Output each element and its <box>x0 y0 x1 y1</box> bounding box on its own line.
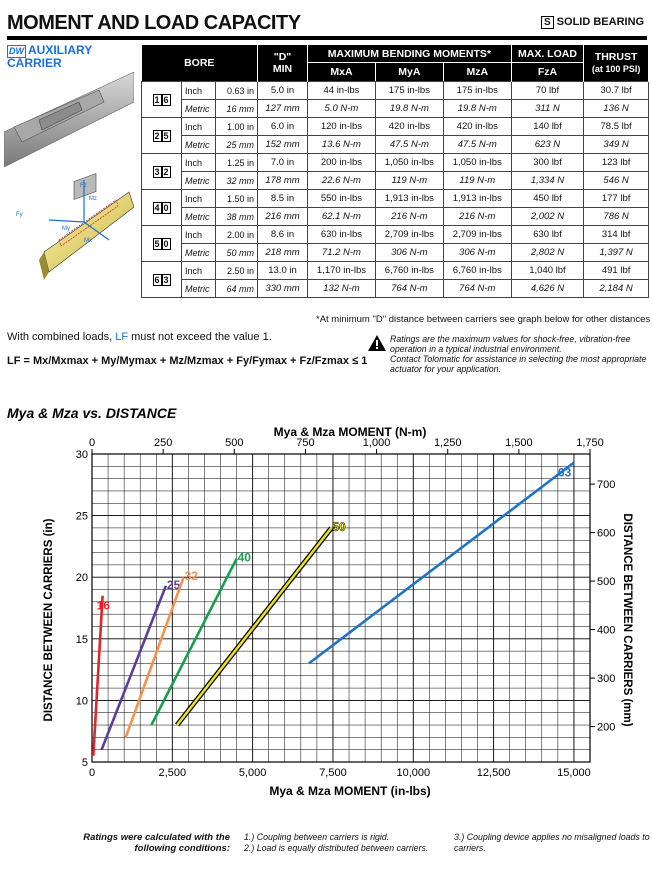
table-footnote: *At minimum "D" distance between carriers see graph below for other distances <box>316 314 651 325</box>
cell-mx: 630 in-lbs <box>308 226 376 244</box>
series-label-63: 63 <box>557 465 572 480</box>
cell-d: 178 mm <box>258 172 308 190</box>
cell-unit: Inch <box>182 190 216 208</box>
cell-mx: 22.6 N-m <box>308 172 376 190</box>
cell-my: 119 N-m <box>375 172 443 190</box>
cell-my: 6,760 in-lbs <box>375 262 443 280</box>
cell-unit: Metric <box>182 208 216 226</box>
col-thrust <box>584 45 649 82</box>
table-row <box>142 190 649 208</box>
cell-mz: 216 N-m <box>443 208 511 226</box>
x2-tick-label: 500 <box>225 437 244 449</box>
x-tick-label: 5,000 <box>238 767 267 779</box>
y2-axis-label: DISTANCE BETWEEN CARRIERS (mm) <box>621 513 633 727</box>
cell-bore: 16 mm <box>216 100 258 118</box>
cell-thrust: 123 lbf <box>584 154 649 172</box>
col-fz: FzA <box>537 66 558 78</box>
bore-digit: 6 <box>163 94 169 105</box>
title-rule <box>7 36 647 40</box>
col-d-min <box>258 45 308 82</box>
cell-thrust: 491 lbf <box>584 262 649 280</box>
cell-thrust: 30.7 lbf <box>584 82 649 100</box>
x-tick-label: 12,500 <box>476 767 511 779</box>
table-row <box>142 118 649 136</box>
warning-icon <box>368 335 386 351</box>
cell-thrust: 2,184 N <box>584 280 649 298</box>
bore-size-cell <box>142 262 182 298</box>
bore-digit: 0 <box>163 238 169 249</box>
bore-digit: 5 <box>154 238 160 249</box>
cell-fz: 311 N <box>511 100 584 118</box>
y-tick-label: 25 <box>75 510 88 523</box>
cell-my: 420 in-lbs <box>375 118 443 136</box>
cell-d: 7.0 in <box>258 154 308 172</box>
condition-2: 2.) Load is equally distributed between carriers. <box>244 843 429 853</box>
cell-fz: 70 lbf <box>511 82 584 100</box>
cell-bore: 1.25 in <box>216 154 258 172</box>
badge-letter: S <box>541 16 554 29</box>
cell-mx: 44 in-lbs <box>308 82 376 100</box>
bore-digit: 1 <box>154 94 160 105</box>
cell-unit: Metric <box>182 136 216 154</box>
y2-tick-label: 700 <box>597 479 616 492</box>
cell-my: 306 N-m <box>375 244 443 262</box>
cell-d: 218 mm <box>258 244 308 262</box>
bore-size-cell <box>142 190 182 226</box>
cell-thrust: 1,397 N <box>584 244 649 262</box>
col-bore: BORE <box>142 45 258 82</box>
cell-unit: Metric <box>182 244 216 262</box>
cell-my: 47.5 N-m <box>375 136 443 154</box>
cell-thrust: 177 lbf <box>584 190 649 208</box>
y-tick-label: 30 <box>75 449 88 461</box>
series-label-16: 16 <box>96 598 110 613</box>
bore-size-cell <box>142 154 182 190</box>
cell-bore: 0.63 in <box>216 82 258 100</box>
cell-unit: Inch <box>182 154 216 172</box>
table-row <box>142 100 649 118</box>
cell-mz: 2,709 in-lbs <box>443 226 511 244</box>
cell-mx: 5.0 N-m <box>308 100 376 118</box>
cell-my: 1,913 in-lbs <box>375 190 443 208</box>
col-mz: MzA <box>466 66 489 78</box>
table-row <box>142 280 649 298</box>
cell-fz: 623 N <box>511 136 584 154</box>
bore-digit: 2 <box>154 130 160 141</box>
svg-text:My: My <box>62 226 70 232</box>
warning-line2: Contact Tolomatic for assistance in selecting the most appropriate actuator for your application. <box>390 354 647 374</box>
cell-bore: 2.50 in <box>216 262 258 280</box>
bore-size-cell <box>142 226 182 262</box>
x2-tick-label: 1,500 <box>505 437 533 449</box>
cell-mx: 132 N-m <box>308 280 376 298</box>
cell-bore: 64 mm <box>216 280 258 298</box>
cell-d: 152 mm <box>258 136 308 154</box>
cell-mz: 1,913 in-lbs <box>443 190 511 208</box>
x2-tick-label: 250 <box>153 437 173 449</box>
carrier-label <box>7 45 127 69</box>
cell-mz: 420 in-lbs <box>443 118 511 136</box>
cell-unit: Metric <box>182 100 216 118</box>
carrier-line2: CARRIER <box>7 56 62 70</box>
cell-fz: 2,802 N <box>511 244 584 262</box>
cell-mz: 306 N-m <box>443 244 511 262</box>
table-row <box>142 262 649 280</box>
x-tick-label: 10,000 <box>396 767 431 779</box>
cell-unit: Inch <box>182 82 216 100</box>
cell-bore: 50 mm <box>216 244 258 262</box>
bore-digit: 3 <box>163 274 169 285</box>
cell-thrust: 78.5 lbf <box>584 118 649 136</box>
dw-logo: DW <box>9 46 24 56</box>
combined-text-before: With combined loads, <box>7 331 116 343</box>
y-tick-label: 20 <box>75 572 88 585</box>
cell-d: 330 mm <box>258 280 308 298</box>
cell-unit: Inch <box>182 118 216 136</box>
cell-mz: 764 N-m <box>443 280 511 298</box>
bore-digit: 2 <box>163 166 169 177</box>
svg-text:Fz: Fz <box>80 183 87 189</box>
cell-fz: 140 lbf <box>511 118 584 136</box>
cell-fz: 450 lbf <box>511 190 584 208</box>
series-label-25: 25 <box>166 577 181 592</box>
y-tick-label: 5 <box>81 757 88 769</box>
y-tick-label: 15 <box>75 633 88 646</box>
cell-mx: 200 in-lbs <box>308 154 376 172</box>
y2-tick-label: 500 <box>597 576 616 589</box>
table-row <box>142 136 649 154</box>
y-axis-label: DISTANCE BETWEEN CARRIERS (in) <box>43 518 55 722</box>
solid-bearing-badge <box>541 16 644 29</box>
bore-digit: 5 <box>163 130 169 141</box>
cell-d: 8.6 in <box>258 226 308 244</box>
cell-d: 13.0 in <box>258 262 308 280</box>
bore-digit: 4 <box>154 202 160 213</box>
table-body <box>142 82 649 298</box>
chart-title: Mya & Mza vs. DISTANCE <box>7 405 177 421</box>
cell-mz: 6,760 in-lbs <box>443 262 511 280</box>
bore-size-cell <box>142 82 182 118</box>
cell-thrust: 786 N <box>584 208 649 226</box>
col-max-load <box>511 45 584 82</box>
cell-bore: 38 mm <box>216 208 258 226</box>
table-header-row <box>142 45 649 82</box>
table-row <box>142 226 649 244</box>
cell-my: 2,709 in-lbs <box>375 226 443 244</box>
cell-d: 127 mm <box>258 100 308 118</box>
svg-text:Mz: Mz <box>89 196 97 202</box>
table-row <box>142 244 649 262</box>
carrier-line1: AUXILIARY <box>28 43 93 57</box>
badge-text: SOLID BEARING <box>556 16 645 28</box>
cell-thrust: 349 N <box>584 136 649 154</box>
x2-tick-label: 750 <box>296 437 315 449</box>
table-row <box>142 82 649 100</box>
bore-size-cell <box>142 118 182 154</box>
col-max-load-title: MAX. LOAD <box>512 45 584 63</box>
cell-mz: 119 N-m <box>443 172 511 190</box>
cell-fz: 300 lbf <box>511 154 584 172</box>
x-axis-label: Mya & Mza MOMENT (in-lbs) <box>269 784 431 798</box>
series-label-50: 50 <box>332 519 346 534</box>
capacity-table <box>141 45 649 298</box>
x-tick-label: 2,500 <box>158 767 187 779</box>
col-d-line1: "D" <box>273 51 292 63</box>
y2-tick-label: 200 <box>597 721 616 734</box>
col-moments <box>308 45 512 82</box>
cell-mx: 120 in-lbs <box>308 118 376 136</box>
cell-my: 19.8 N-m <box>375 100 443 118</box>
cell-fz: 2,002 N <box>511 208 584 226</box>
cell-bore: 1.50 in <box>216 190 258 208</box>
cell-thrust: 546 N <box>584 172 649 190</box>
cell-d: 8.5 in <box>258 190 308 208</box>
x-tick-label: 7,500 <box>319 767 347 779</box>
cell-fz: 1,334 N <box>511 172 584 190</box>
bore-digit: 3 <box>154 166 160 177</box>
cell-bore: 1.00 in <box>216 118 258 136</box>
cell-unit: Inch <box>182 262 216 280</box>
table-row <box>142 154 649 172</box>
cell-thrust: 136 N <box>584 100 649 118</box>
cell-my: 764 N-m <box>375 280 443 298</box>
cell-mz: 19.8 N-m <box>443 100 511 118</box>
condition-3: 3.) Coupling device applies no misaligned loads to carriers. <box>454 832 650 853</box>
carrier-illustration <box>4 72 134 300</box>
cell-mx: 62.1 N-m <box>308 208 376 226</box>
y2-tick-label: 600 <box>597 527 616 540</box>
cell-unit: Metric <box>182 172 216 190</box>
x2-tick-label: 1,000 <box>362 437 391 449</box>
x-tick-label: 0 <box>88 767 96 779</box>
cell-bore: 32 mm <box>216 172 258 190</box>
x2-tick-label: 1,250 <box>433 437 462 449</box>
col-thrust-title: THRUST <box>594 51 638 63</box>
lf-formula: LF = Mx/Mxmax + My/Mymax + Mz/Mzmax + Fy/Fymax + Fz/Fzmax ≤ 1 <box>7 355 368 367</box>
cell-mx: 1,170 in-lbs <box>308 262 376 280</box>
cell-mz: 175 in-lbs <box>443 82 511 100</box>
table-row <box>142 208 649 226</box>
cell-d: 5.0 in <box>258 82 308 100</box>
cell-bore: 25 mm <box>216 136 258 154</box>
cell-fz: 1,040 lbf <box>511 262 584 280</box>
cell-unit: Inch <box>182 226 216 244</box>
conditions-list <box>244 832 444 854</box>
x-tick-label: 15,000 <box>557 767 591 779</box>
y2-tick-label: 400 <box>597 624 616 637</box>
x2-tick-label: 1,750 <box>576 437 604 449</box>
col-my: MyA <box>376 63 444 81</box>
cell-unit: Metric <box>182 280 216 298</box>
cell-mx: 550 in-lbs <box>308 190 376 208</box>
y2-tick-label: 300 <box>597 673 616 686</box>
x2-axis-label: Mya & Mza MOMENT (N-m) <box>273 425 427 439</box>
warning-note <box>368 334 650 374</box>
series-label-32: 32 <box>184 569 198 584</box>
condition-1: 1.) Coupling between carriers is rigid. <box>244 832 390 842</box>
combined-text-after: must not exceed the value 1. <box>128 331 272 343</box>
moment-distance-chart <box>0 400 652 830</box>
cell-my: 175 in-lbs <box>375 82 443 100</box>
svg-text:Mx: Mx <box>84 238 92 244</box>
table-row <box>142 172 649 190</box>
col-moments-title: MAXIMUM BENDING MOMENTS* <box>308 45 511 63</box>
cell-mz: 47.5 N-m <box>443 136 511 154</box>
cell-fz: 630 lbf <box>511 226 584 244</box>
combined-loads-note <box>7 331 272 343</box>
cell-bore: 2.00 in <box>216 226 258 244</box>
cell-fz: 4,626 N <box>511 280 584 298</box>
cell-mz: 1,050 in-lbs <box>443 154 511 172</box>
svg-text:Fy: Fy <box>16 212 23 218</box>
page-title: MOMENT AND LOAD CAPACITY <box>7 12 301 34</box>
x2-tick-label: 0 <box>88 437 96 449</box>
series-label-40: 40 <box>237 550 251 565</box>
bore-digit: 0 <box>163 202 169 213</box>
col-thrust-sub: (at 100 PSI) <box>591 64 641 74</box>
cell-d: 6.0 in <box>258 118 308 136</box>
cell-d: 216 mm <box>258 208 308 226</box>
y-tick-label: 10 <box>75 695 88 708</box>
cell-thrust: 314 lbf <box>584 226 649 244</box>
conditions-heading: Ratings were calculated with the following conditions: <box>83 832 230 854</box>
col-mx: MxA <box>308 63 376 81</box>
plot-area <box>92 454 590 762</box>
bore-digit: 6 <box>154 274 160 285</box>
cell-my: 1,050 in-lbs <box>375 154 443 172</box>
warning-line1: Ratings are the maximum values for shock-free, vibration-free operation in a typical industrial environment. <box>390 334 631 354</box>
cell-mx: 71.2 N-m <box>308 244 376 262</box>
cell-mx: 13.6 N-m <box>308 136 376 154</box>
cell-my: 216 N-m <box>375 208 443 226</box>
col-d-line2: MIN <box>272 63 293 75</box>
lf-symbol: LF <box>115 331 129 343</box>
